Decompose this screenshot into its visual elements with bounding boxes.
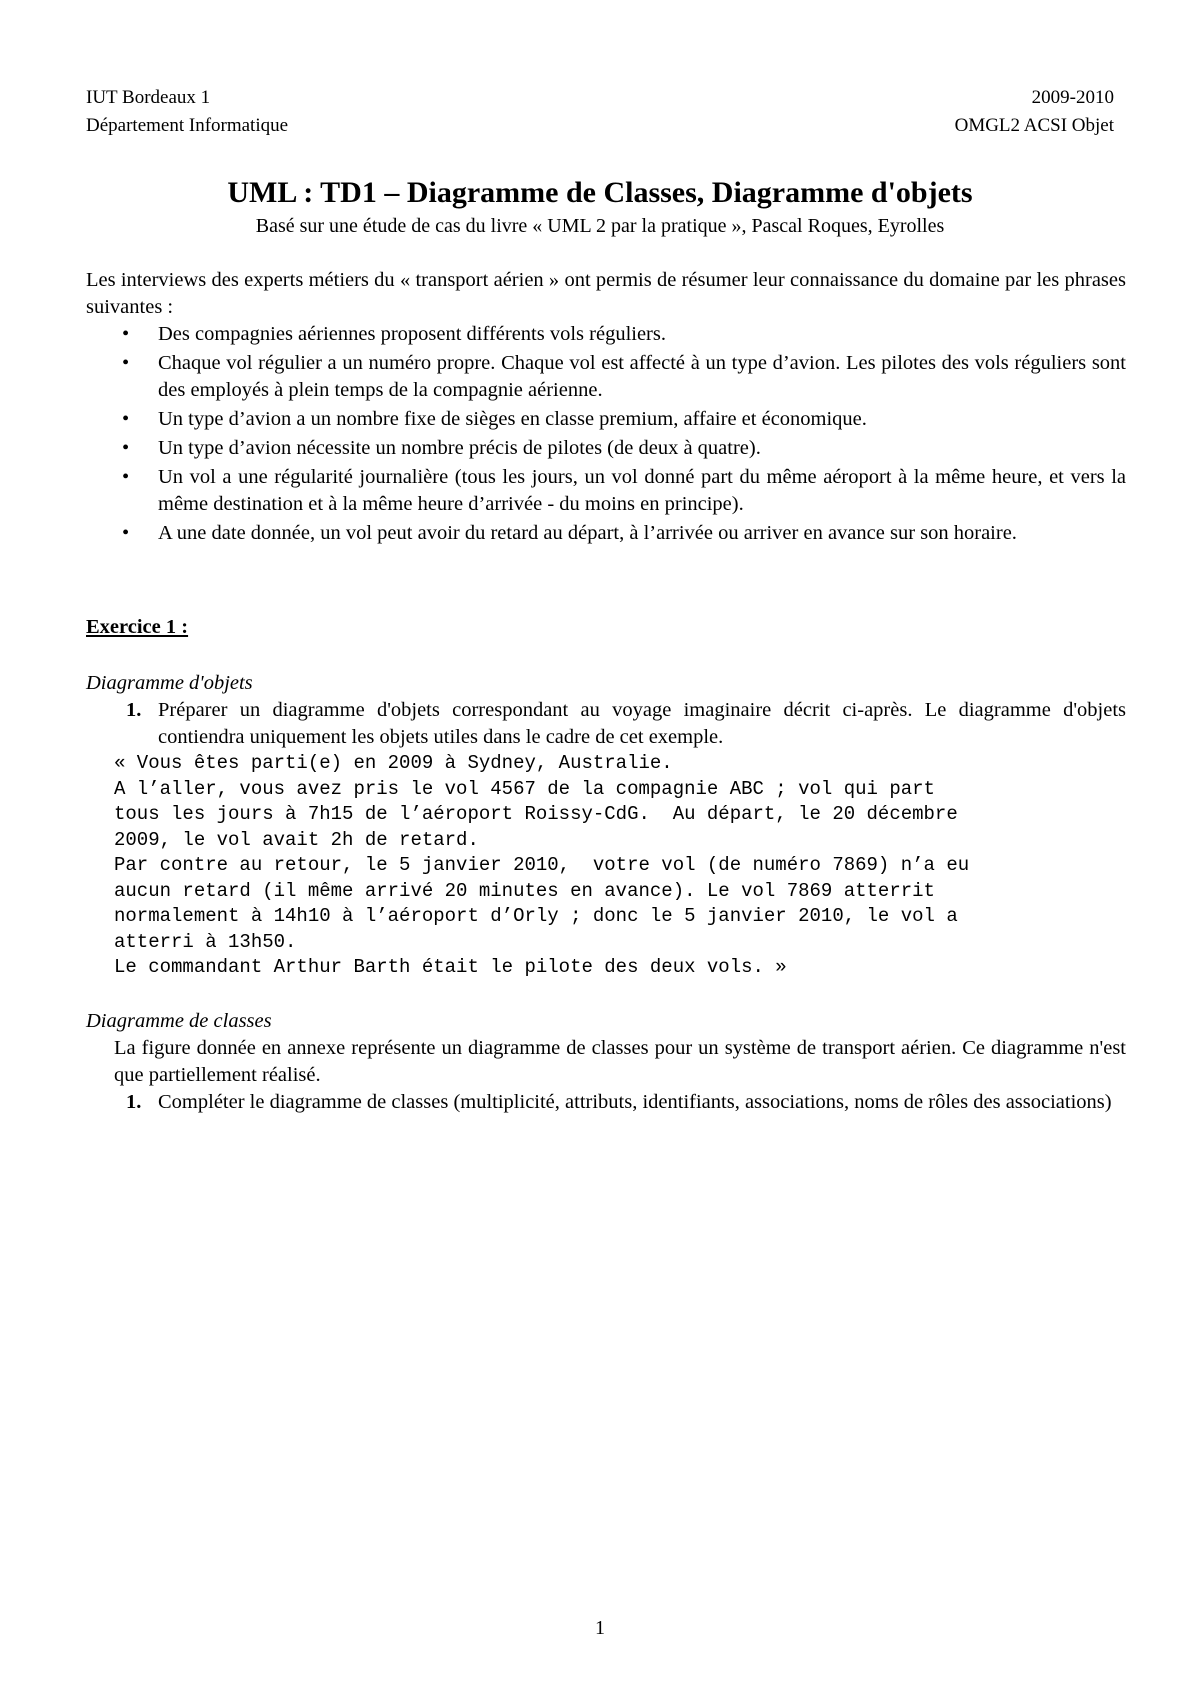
exercise-title: Exercice 1 : [86, 616, 189, 638]
bullet-item [86, 321, 1126, 348]
bullet-icon: • [122, 408, 130, 430]
bullet-item [86, 435, 1126, 462]
header-left [86, 84, 288, 140]
scenario-line: atterri à 13h50. [114, 930, 297, 953]
bullet-item [86, 406, 1126, 433]
scenario-line: tous les jours à 7h15 de l’aéroport Roissy-CdG. Au départ, le 20 décembre [114, 803, 958, 825]
header-right [955, 84, 1114, 140]
classes-task-number: 1. [126, 1091, 142, 1113]
intro-paragraph: Les interviews des experts métiers du « transport aérien » ont permis de résumer leur connaissance du domaine par les phrases suivantes : [86, 269, 1126, 318]
classes-section [86, 1008, 1126, 1116]
scenario-line: Le commandant Arthur Barth était le pilote des deux vols. » [114, 956, 787, 978]
document-subtitle: Basé sur une étude de cas du livre « UML 2 par la pratique », Pascal Roques, Eyrolles [255, 215, 945, 237]
bullet-text: Des compagnies aériennes proposent différents vols réguliers. [158, 323, 666, 345]
objects-task-text: Préparer un diagramme d'objets correspondant au voyage imaginaire décrit ci-après. Le diagramme d'objets contiendra uniquement les objets utiles dans le cadre de cet exemple. [158, 699, 1126, 748]
bullet-icon: • [122, 352, 130, 374]
classes-section-title: Diagramme de classes [86, 1010, 272, 1032]
scenario-line: 2009, le vol avait 2h de retard. [114, 828, 479, 851]
scenario-line: A l’aller, vous avez pris le vol 4567 de la compagnie ABC ; vol qui part [114, 777, 935, 800]
scenario-line: normalement à 14h10 à l’aéroport d’Orly ; donc le 5 janvier 2010, le vol a [114, 905, 958, 927]
intro-section [86, 267, 1126, 549]
bullet-icon: • [122, 522, 130, 544]
scenario-line: aucun retard (il même arrivé 20 minutes en avance). Le vol 7869 atterrit [114, 879, 935, 902]
department-name: Département Informatique [86, 115, 289, 136]
academic-year: 2009-2010 [1031, 87, 1114, 108]
bullet-text: Un type d’avion nécessite un nombre précis de pilotes (de deux à quatre). [158, 437, 761, 459]
scenario-line: Par contre au retour, le 5 janvier 2010, votre vol (de numéro 7869) n’a eu [114, 854, 970, 876]
bullet-list [86, 321, 1126, 547]
bullet-text: Un vol a une régularité journalière (tous les jours, un vol donné part du même aéroport à la même heure, et vers la même destination et à la même heure d’arrivée - du moins en principe). [158, 466, 1126, 515]
bullet-icon: • [122, 466, 130, 488]
bullet-item [86, 350, 1126, 404]
bullet-item [86, 464, 1126, 518]
classes-paragraph: La figure donnée en annexe représente un diagramme de classes pour un système de transport aérien. Ce diagramme n'est que partiellement réalisé. [114, 1037, 1126, 1086]
course-name: OMGL2 ACSI Objet [954, 115, 1114, 136]
scenario-text [86, 751, 1126, 981]
objects-task [86, 697, 1126, 751]
institution-name: IUT Bordeaux 1 [86, 87, 211, 108]
objects-section-title: Diagramme d'objets [86, 672, 253, 694]
objects-section [86, 670, 1126, 981]
document-title: UML : TD1 – Diagramme de Classes, Diagramme d'objets [227, 176, 973, 209]
page-number: 1 [595, 1617, 605, 1639]
bullet-text: Un type d’avion a un nombre fixe de sièges en classe premium, affaire et économique. [158, 408, 867, 430]
bullet-text: Chaque vol régulier a un numéro propre. Chaque vol est affecté à un type d’avion. Les pilotes des vols réguliers sont des employés à plein temps de la compagnie aérienne. [158, 352, 1126, 401]
bullet-icon: • [122, 323, 130, 345]
bullet-item [86, 520, 1126, 547]
bullet-text: A une date donnée, un vol peut avoir du retard au départ, à l’arrivée ou arriver en avance sur son horaire. [158, 522, 1017, 544]
classes-task-text: Compléter le diagramme de classes (multiplicité, attributs, identifiants, associations, noms de rôles des associations) [158, 1091, 1112, 1113]
classes-task [86, 1089, 1126, 1116]
bullet-icon: • [122, 437, 130, 459]
objects-task-number: 1. [126, 699, 142, 721]
scenario-line: « Vous êtes parti(e) en 2009 à Sydney, Australie. [114, 752, 673, 774]
